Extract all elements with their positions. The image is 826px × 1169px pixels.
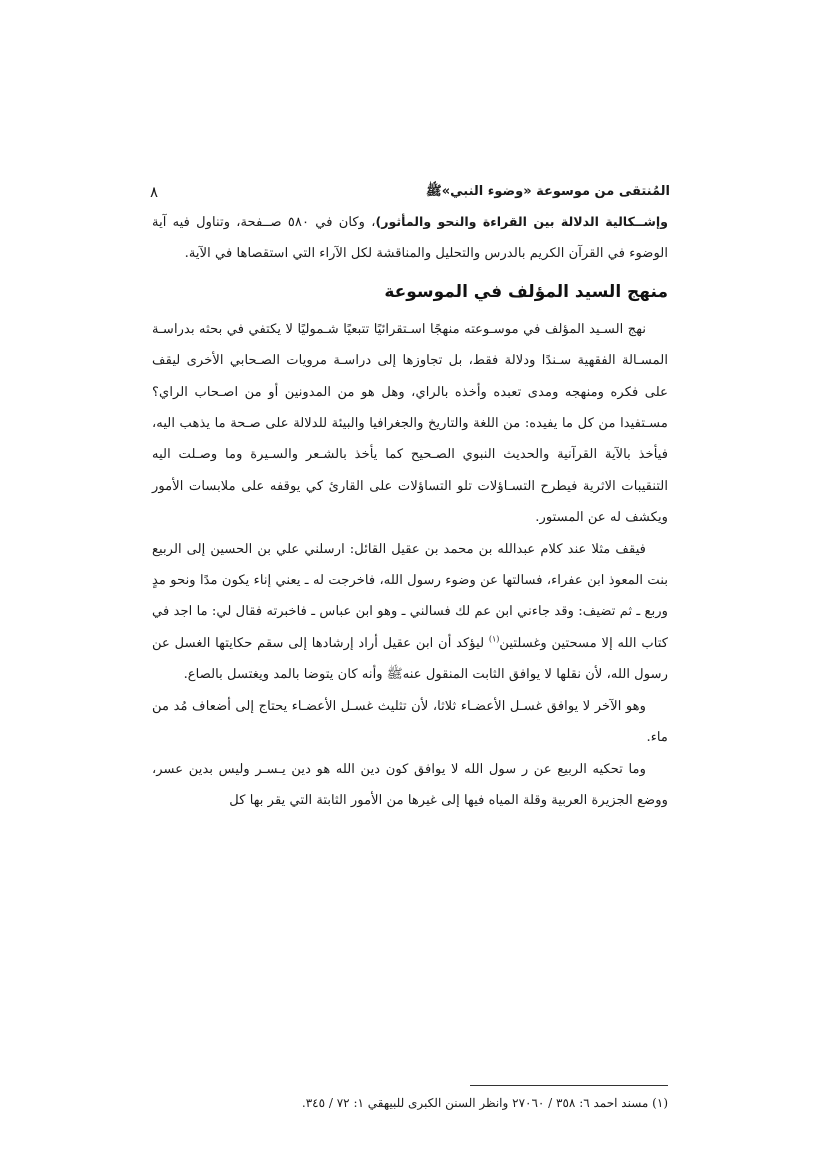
footnote-divider bbox=[470, 1085, 668, 1086]
intro-text: ، وكان في ٥٨٠ صــفحة، وتناول فيه آية الوضوء في القرآن الكريم بالدرس والتحليل والمناقشة لكل الآراء التي استقصاها في الآية. bbox=[152, 215, 668, 262]
paragraph-religion: وما تحكيه الربيع عن ر سول الله لا يوافق كون دين الله هو دين يـسـر وليس بدين عسر، ووضع الجزيرة العربية وقلة المياه فيها إلى غيرها من الأمور الثابتة التي يقر بها كل bbox=[152, 761, 668, 808]
paragraph-example-continuation: ليؤكد أن ابن عقيل أراد إرشادها إلى سقم حكايتها الغسل عن رسول الله، لأن نقلها لا يوافق الثابت المنقول عنهﷺ وأنه كان يتوضا بالمد ويغتسل بالصاع. bbox=[152, 635, 668, 683]
paragraph-example bbox=[152, 534, 668, 691]
page-number: ٨ bbox=[150, 183, 159, 201]
paragraph-methodology: نهج السـيد المؤلف في موسـوعته منهجًا اسـتقرائيًا تتبعيًا شـموليًا لا يكتفي في بحثه بدراسـة المسـالة الفقهية سـندًا ودلالة فقط، بل تجاوزها إلى دراسـة مرويات الصـحابي الأخرى ليقف على فكره ومنهجه ومدى تعبده وأخذه بالراي، وهل هو من المدونين أو من اصـحاب الراي؟ مسـتفيدا من كل ما يفيده: من اللغة والتاريخ والجغرافيا والبيئة للدلالة على صـحة ما يذهب اليه، فيأخذ بالآية القرآنية والحديث النبوي الصـحيح كما يأخذ بالشـعر والسـيرة وما وصـلت اليه التنقيبات الاثرية فيطرح التسـاؤلات تلو التساؤلات على القارئ كي يوقفه على ملابسات الأمور ويكشف له عن المستور. bbox=[152, 321, 668, 526]
section-heading: منهج السيد المؤلف في الموسوعة bbox=[384, 281, 668, 302]
intro-bold-title: وإشــكالية الدلالة بين القراءة والنحو والمأثور) bbox=[375, 214, 668, 229]
paragraph-washing: وهو الآخر لا يوافق غسـل الأعضـاء ثلاثا، لأن تثليث غسـل الأعضـاء يحتاج إلى أضعاف مُد من ماء. bbox=[152, 698, 668, 746]
footnote-reference[interactable]: (١) bbox=[488, 634, 500, 644]
page-body bbox=[152, 206, 668, 816]
running-header bbox=[150, 180, 670, 204]
intro-paragraph bbox=[152, 206, 668, 270]
paragraph-example-text: فيقف مثلا عند كلام عبدالله بن محمد بن عقيل القائل: ارسلني علي بن الحسين إلى الربيع بنت المعوذ ابن عفراء، فسالتها عن وضوء رسول الله، فاخرجت له ـ يعني إناء يكون مدًا ونحو مدٍ وربع ـ ثم تضيف: وقد جاءني ابن عم لك فسالني ـ وهو ابن عباس ـ فاخبرته فقال لي: ما اجد في كتاب الله إلا مسحتين وغسلتين bbox=[152, 541, 669, 651]
header-title: المُنتقى من موسوعة «وضوء النبي»ﷺ bbox=[426, 183, 670, 199]
footnote-text: (١) مسند احمد ٦: ٣٥٨ / ٢٧٠٦٠ وانظر السنن الكبرى للبيهقي ١: ٧٢ / ٣٤٥. bbox=[301, 1096, 668, 1110]
